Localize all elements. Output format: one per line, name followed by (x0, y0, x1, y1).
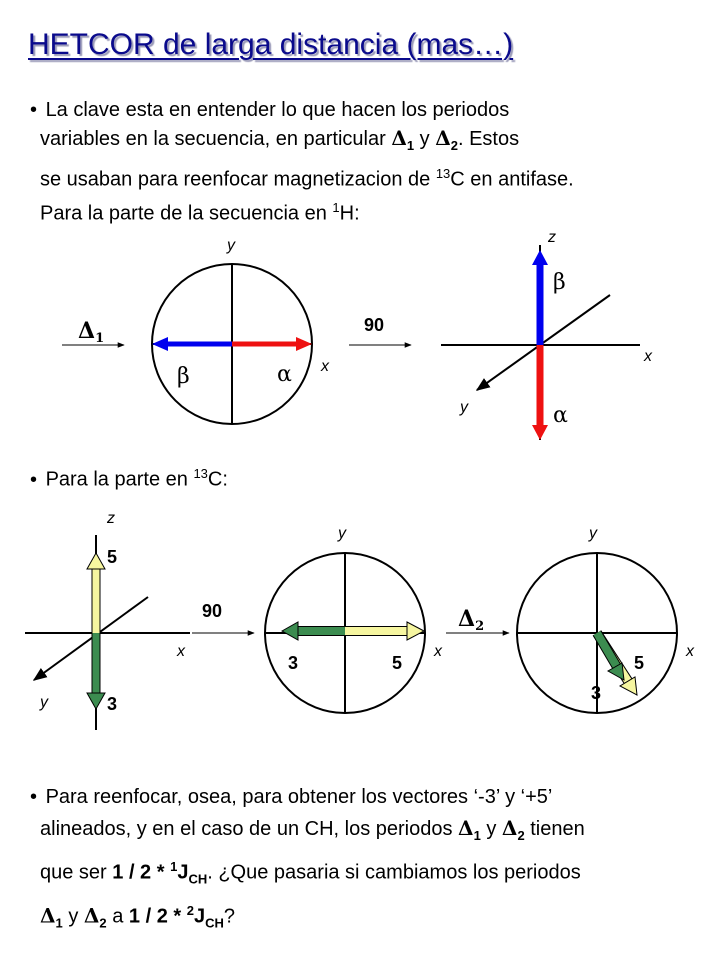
c-delta2-label: Δ2 (458, 606, 485, 634)
intro-line-2: variables en la secuencia, en particular $\Delta_1$ y $\Delta_2$. Estos (40, 126, 520, 153)
c-axis-x2: x (434, 643, 442, 660)
intro-line-3: se usaban para reenfocar magnetizacion de $^{13}$C en antifase. (40, 166, 574, 191)
c-circle2-label-5: 5 (634, 653, 645, 673)
part-c-label: • Para la parte en $^{13}$C: (30, 466, 228, 491)
c-axis-y2: y (338, 525, 346, 542)
h-axis-x2: x (644, 348, 652, 365)
h-3d-alpha-label: α (553, 403, 568, 428)
c-axis-z1: z (107, 510, 115, 527)
h-3d-alpha-vector (532, 345, 548, 440)
h-3d-beta-vector (532, 250, 548, 345)
h-beta-label: β (177, 364, 190, 389)
c-axis-x1: x (177, 643, 185, 660)
h-axis-y2: y (460, 399, 468, 416)
conclusion-line-3: que ser $1 / 2 * ^1J_{CH}$. ¿Que pasaria si cambiamos los periodos (40, 859, 581, 887)
c-circle1-label-3: 3 (288, 653, 299, 673)
conclusion-line-1: • Para reenfocar, osea, para obtener los vectores ‘-3’ y ‘+5’ (30, 786, 553, 808)
h-alpha-vector (232, 337, 312, 351)
c-circle1-vector-3 (282, 622, 345, 640)
intro-line-4: Para la parte de la secuencia en $^1$H: (40, 199, 360, 225)
c-pulse-label: 90 (202, 601, 223, 621)
conclusion-line-2: alineados, y en el caso de un CH, los periodos $\Delta_1$ y $\Delta_2$ tienen (40, 816, 585, 843)
h-axis-z2: z (548, 229, 556, 246)
h-3d-beta-label: β (553, 270, 566, 295)
c-circle2-label-3: 3 (591, 683, 602, 703)
c-circle1-label-5: 5 (392, 653, 403, 673)
c-3d-vector-3 (87, 633, 105, 709)
intro-line-1: • La clave esta en entender lo que hacen los periodos (30, 99, 510, 121)
c-axis-y3: y (589, 525, 597, 542)
c-3d-vector-5 (87, 553, 105, 633)
c-3d-label-3: 3 (107, 694, 118, 714)
c-axis-x3: x (686, 643, 694, 660)
h-pulse-label: 90 (364, 315, 385, 335)
h-beta-vector (152, 337, 232, 351)
page-title: HETCOR de larga distancia (mas…) (28, 28, 514, 61)
h-delta1-label: Δ1 (78, 318, 105, 346)
h-alpha-label: α (277, 362, 292, 387)
c-circle1-vector-5 (345, 622, 424, 640)
c-3d-label-5: 5 (107, 547, 118, 567)
c-circle2-vector-3 (597, 633, 624, 680)
h-axis-x1: x (321, 358, 329, 375)
h-axis-y1: y (227, 237, 235, 254)
conclusion-line-4: $\Delta_1$ y $\Delta_2$ a $1 / 2 * ^2J_{CH}$? (40, 902, 235, 931)
c-axis-y1: y (40, 694, 48, 711)
